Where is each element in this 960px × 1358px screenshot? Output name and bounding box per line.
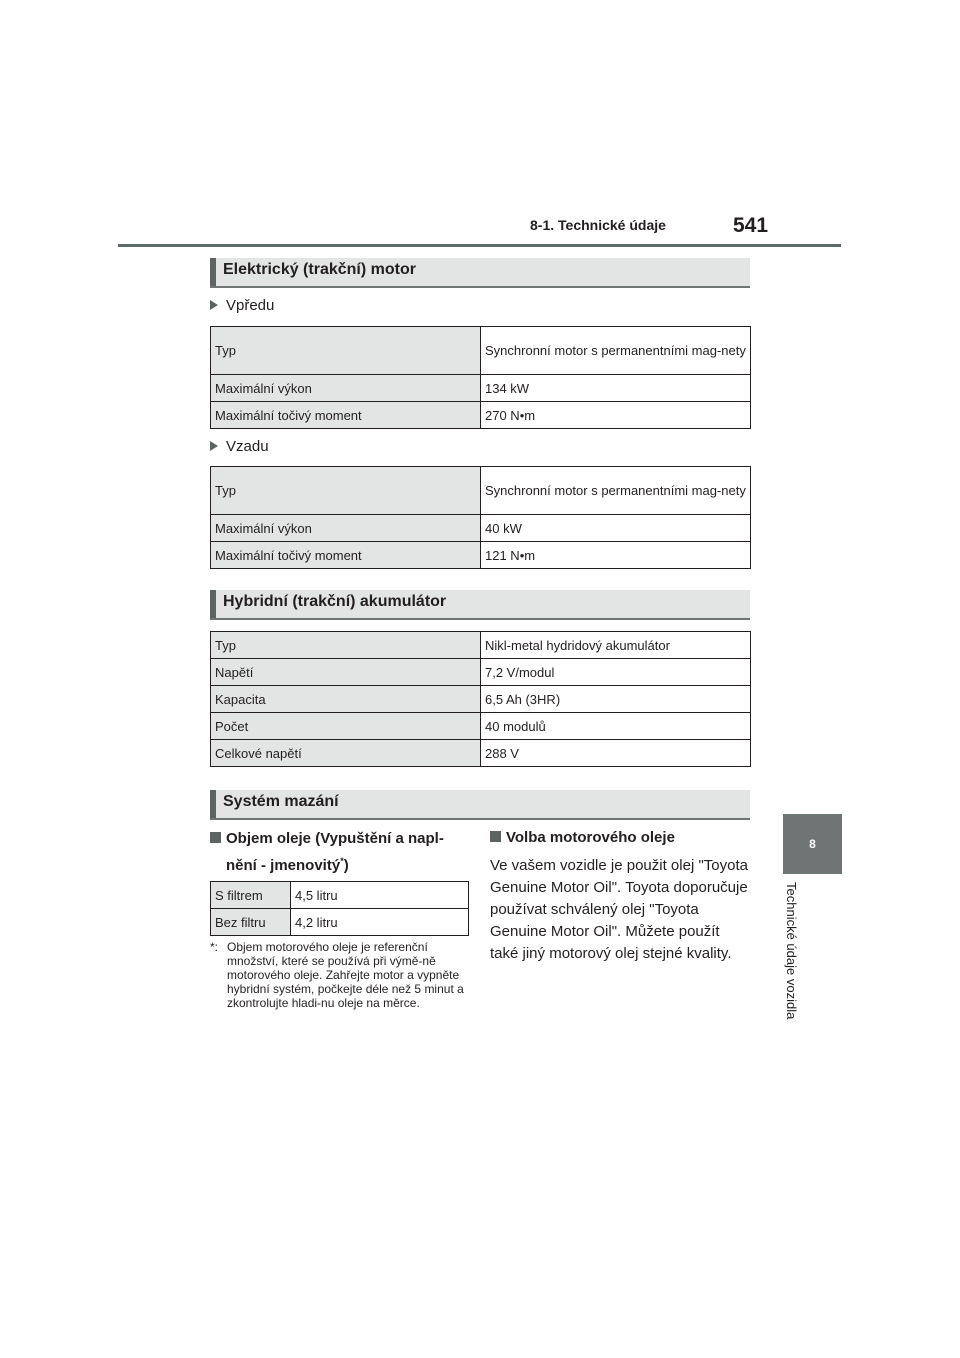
section-heading-battery <box>210 590 750 620</box>
heading-bar <box>210 790 216 818</box>
front-motor-table <box>210 326 751 429</box>
cell-key: Maximální točivý moment <box>211 542 481 569</box>
table-row <box>211 632 751 659</box>
cell-key: Počet <box>211 713 481 740</box>
table-row <box>211 659 751 686</box>
table-row <box>211 515 751 542</box>
battery-table <box>210 631 751 767</box>
cell-key: Maximální výkon <box>211 375 481 402</box>
heading-bar <box>210 258 216 286</box>
cell-key: Maximální výkon <box>211 515 481 542</box>
footnote <box>210 940 468 1010</box>
chapter-side-label <box>784 882 804 1047</box>
oil-choice-heading: Volba motorového oleje <box>490 829 675 846</box>
table-row <box>211 882 469 909</box>
footnote-text: Objem motorového oleje je referenční množství, které se používá při výmě-ně motorového oleje. Zahřejte motor a vypněte hybridní systém, počkejte déle než 5 minut a zkontrolujte hladi-nu oleje na měrce. <box>227 940 464 1010</box>
table-row <box>211 713 751 740</box>
rear-motor-table <box>210 466 751 569</box>
cell-key: Typ <box>211 327 481 375</box>
oil-volume-table <box>210 881 469 936</box>
heading-bar <box>210 590 216 618</box>
cell-value: 40 modulů <box>481 713 751 740</box>
section-heading-lubrication <box>210 790 750 820</box>
heading-text: Systém mazání <box>223 793 339 810</box>
table-row <box>211 467 751 515</box>
cell-value: 134 kW <box>481 375 751 402</box>
cell-key: Celkové napětí <box>211 740 481 767</box>
cell-key: Typ <box>211 467 481 515</box>
square-bullet-icon <box>210 832 221 843</box>
header-rule <box>118 244 841 247</box>
table-row <box>211 909 469 936</box>
front-label: Vpředu <box>210 297 274 314</box>
page-number: 541 <box>733 214 769 237</box>
cell-value: Nikl-metal hydridový akumulátor <box>481 632 751 659</box>
cell-value: Synchronní motor s permanentními mag-nety <box>481 327 751 375</box>
table-row <box>211 327 751 375</box>
cell-value: 7,2 V/modul <box>481 659 751 686</box>
section-header: 8-1. Technické údaje <box>530 217 666 233</box>
table-row <box>211 686 751 713</box>
rear-label: Vzadu <box>210 438 269 455</box>
section-heading-motor <box>210 258 750 288</box>
triangle-bullet-icon <box>210 300 218 310</box>
cell-value: 121 N•m <box>481 542 751 569</box>
cell-value: 288 V <box>481 740 751 767</box>
chapter-tab[interactable] <box>783 814 842 874</box>
oil-choice-text: Ve vašem vozidle je použit olej "Toyota Genuine Motor Oil". Toyota doporučuje používat schválený olej "Toyota Genuine Motor Oil". Můžete použít také jiný motorový olej stejné kvality. <box>490 857 748 962</box>
cell-value: 40 kW <box>481 515 751 542</box>
cell-key: Napětí <box>211 659 481 686</box>
triangle-bullet-icon <box>210 441 218 451</box>
footnote-mark: *: <box>210 940 219 954</box>
table-row <box>211 740 751 767</box>
oil-volume-heading: Objem oleje (Vypuštění a napl- nění - jmenovitý*) <box>210 827 468 877</box>
cell-key: Kapacita <box>211 686 481 713</box>
cell-key: Maximální točivý moment <box>211 402 481 429</box>
cell-key: Typ <box>211 632 481 659</box>
cell-value: 4,5 litru <box>291 882 469 909</box>
table-row <box>211 375 751 402</box>
heading-text: Hybridní (trakční) akumulátor <box>223 593 447 610</box>
cell-key: Bez filtru <box>211 909 291 936</box>
square-bullet-icon <box>490 831 501 842</box>
chapter-number: 8 <box>809 837 816 851</box>
table-row <box>211 402 751 429</box>
cell-value: 270 N•m <box>481 402 751 429</box>
chapter-label-text: Technické údaje vozidla <box>784 882 799 1020</box>
cell-value: 6,5 Ah (3HR) <box>481 686 751 713</box>
footnote-ref: * <box>340 856 344 866</box>
cell-value: 4,2 litru <box>291 909 469 936</box>
table-row <box>211 542 751 569</box>
cell-key: S filtrem <box>211 882 291 909</box>
cell-value: Synchronní motor s permanentními mag-nety <box>481 467 751 515</box>
heading-text: Elektrický (trakční) motor <box>223 261 416 278</box>
